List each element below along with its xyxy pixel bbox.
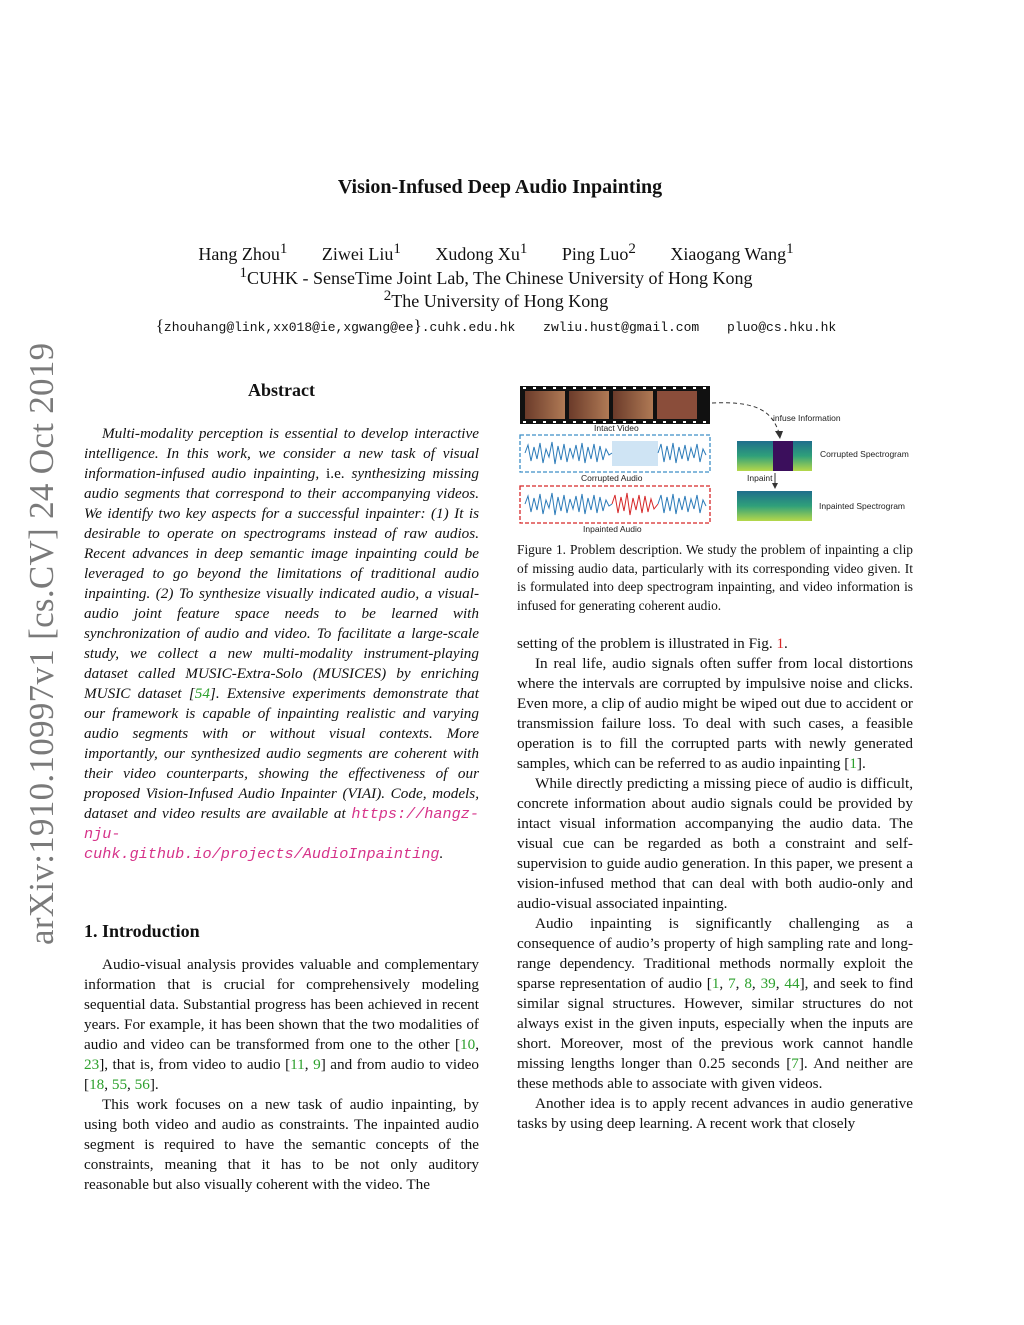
email-group: {zhouhang@link,xx018@ie,xgwang@ee}.cuhk.edu.hk [155,316,516,335]
citation-link[interactable]: 56 [134,1076,150,1093]
citation-link[interactable]: 8 [744,975,752,992]
figure-ref-link[interactable]: 1 [776,635,785,652]
citation-link[interactable]: 11 [290,1056,305,1073]
abstract-heading: Abstract [248,380,315,400]
author: Xudong Xu$^1$ [435,241,528,264]
author: Hang Zhou$^1$ [198,241,288,264]
project-url-link[interactable]: https://hangz-nju-cuhk.github.io/projects/AudioInpainting [84,805,479,863]
arxiv-stamp: arXiv:1910.10997v1 [cs.CV] 24 Oct 2019 [22,342,61,945]
citation-link[interactable]: 1 [711,975,720,992]
author-list [0,241,992,265]
label-inpainted-spectrogram: Inpainted Spectrogram [819,501,905,511]
citation-link[interactable]: 1 [849,755,857,772]
paragraph: Audio inpainting is significantly challenging as a consequence of audio’s property of high sampling rate and long-range dependency. Traditional methods normally exploit the sparse representation of audio [1, 7, 8, 39, 44], and seek to find similar signal structures. However, similar structures do not always exist in the given inputs, especially when the inputs are short. Moreover, most of the previous work cannot handle missing lengths longer than 0.25 seconds [7]. And neither are these methods able to associate with given videos. [517,915,914,1092]
label-corrupted-audio: Corrupted Audio [581,473,643,483]
citation-link[interactable]: 18 [89,1076,105,1093]
affiliation: $^2$The University of Hong Kong [383,288,609,311]
figure-caption: Figure 1. Problem description. We study the problem of inpainting a clip of missing audio data, particularly with its corresponding video given. It is formulated into deep spectrogram inpainting, and video information is infused for generating coherent audio. [517,542,913,613]
figure-1 [517,383,913,538]
intro-body [84,955,479,1195]
email: zwliu.hust@gmail.com [543,320,700,335]
citation-link[interactable]: 39 [760,975,776,992]
author: Ziwei Liu$^1$ [321,241,401,264]
paragraph: In real life, audio signals often suffer from local distortions where the intervals are corrupted by impulsive noise and clicks. Even more, a clip of audio might be wiped out due to accident or transmission failure loss. To deal with such cases, a feasible operation is to fill the corrupted parts with newly generated samples, which can be referred to as audio inpainting [1]. [517,655,913,772]
citation-link[interactable]: 55 [111,1076,128,1093]
figure-graphic [517,383,913,538]
label-corrupted-spectrogram: Corrupted Spectrogram [820,449,909,459]
author: Ping Luo$^2$ [561,241,636,264]
label-inpaint: Inpaint [747,473,773,483]
label-intact-video: Intact Video [594,423,639,433]
inpainted-audio-box [520,486,710,523]
infuse-arrow [712,403,779,433]
corrupted-waveform [525,442,612,464]
section-heading: 1. Introduction [84,921,200,941]
abstract-body: Multi-modality perception is essential to develop interactive intelligence. In this work, we consider a new task of visual information-infused audio inpainting, i.e. synthesizing missing audio segments that correspond to their accompanying videos. We identify two key aspects for a successful inpainter: (1) It is desirable to operate on spectrograms instead of raw audios. Recent advances in deep semantic image inpainting could be leveraged to go beyond the limitations of traditional audio inpainting. (2) To synthesize visually indicated audio, a visual-audio joint feature space needs to be learned with synchronization of audio and video. To facilitate a large-scale study, we collect a new multi-modality instrument-playing dataset called MUSIC-Extra-Solo (MUSICES) by enriching MUSIC dataset [54]. Extensive experiments demonstrate that our framework is capable of inpainting realistic and varying audio segments with or without visual contexts. More importantly, our synthesized audio segments are coherent with their video counterparts, showing the effectiveness of our proposed Vision-Infused Audio Inpainter (VIAI). Code, models, dataset and video results are available at https://hangz-nju-cuhk.github.io/projects/AudioInpainting. [84,425,479,863]
paragraph: Another idea is to apply recent advances in audio generative tasks by using deep learning. A recent work that closely [517,1095,913,1132]
citation-link[interactable]: 7 [791,1055,799,1072]
inpainted-spectrogram [737,491,812,521]
citation-link[interactable]: 54 [194,685,210,702]
citation-link[interactable]: 9 [313,1056,321,1073]
paragraph: This work focuses on a new task of audio inpainting, by using both video and audio as constraints. The inpainted audio segment is required to have the semantic concepts of the constraints, meaning that it has to be not only auditory reasonable but also visually coherent with the video. The [84,1096,479,1193]
email: pluo@cs.hku.hk [727,320,837,335]
paragraph: setting of the problem is illustrated in Fig. 1. [517,635,788,652]
email-list [0,316,992,336]
citation-link[interactable]: 7 [728,975,736,992]
paragraph: Audio-visual analysis provides valuable and complementary information that is crucial for comprehensively modeling sequential data. Substantial progress has been achieved in recent years. For example, it has been shown that the two modalities of audio and video can be transformed from one to the other [10, 23], that is, from video to audio [11, 9] and from audio to video [18, 55, 56]. [84,956,480,1093]
inpainted-waveform-blue [525,493,612,515]
missing-segment [612,441,658,466]
paper-title: Vision-Infused Deep Audio Inpainting [337,176,663,198]
label-inpainted-audio: Inpainted Audio [583,524,642,534]
right-column-body [517,634,913,1134]
inpainted-waveform-red [612,493,658,515]
citation-link[interactable]: 44 [784,975,800,992]
affiliation: $^1$CUHK - SenseTime Joint Lab, The Chinese University of Hong Kong [239,265,753,288]
spectrogram-mask [773,441,793,471]
citation-link[interactable]: 10 [460,1036,476,1053]
author: Xiaogang Wang$^1$ [670,241,794,264]
video-filmstrip [520,386,710,424]
citation-link[interactable]: 23 [84,1056,100,1073]
label-infuse: infuse Information [773,413,841,423]
paragraph: While directly predicting a missing piece of audio is difficult, concrete information about audio signals could be provided by intact visual information accompanying the audio data. The visual cue can be regarded as both a constraint and self-supervision to guide audio generation. In this paper, we present a vision-infused method that can deal with both audio-only and audio-visual associated inpainting. [517,775,913,912]
